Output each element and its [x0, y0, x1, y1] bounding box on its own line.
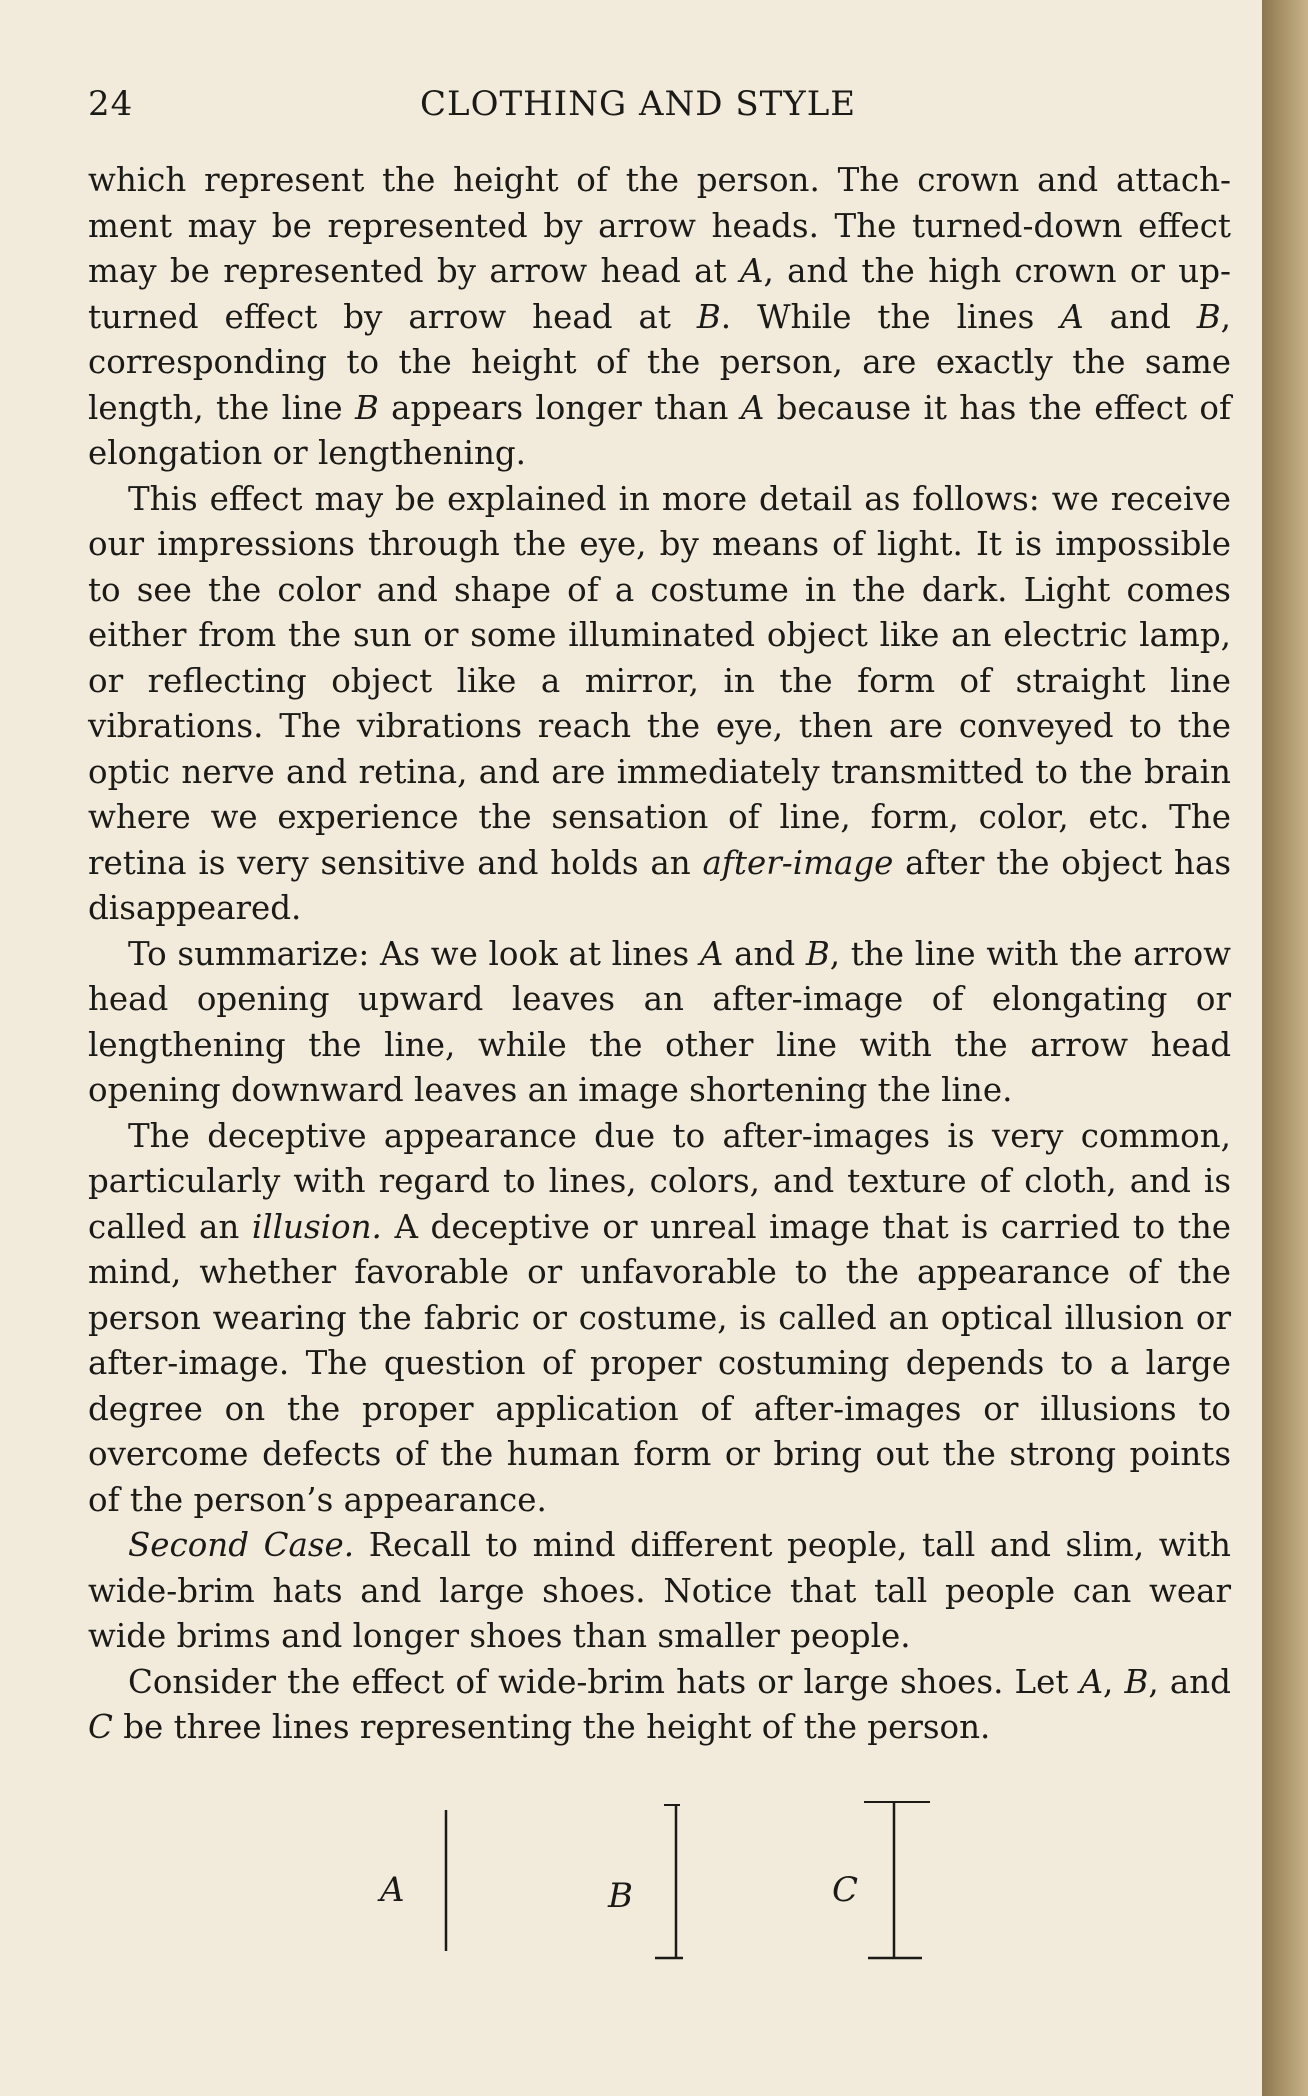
paragraph-3: To summarize: As we look at lines A and B, the line with the arrow head opening upward leaves an after-image of elongating or lengthening the line, while the other line with the arrow head opening downward leaves an image shortening the line. [88, 934, 1231, 1109]
paragraph-5: Second Case. Recall to mind different people, tall and slim, with wide-brim hats and large shoes. Notice that tall people can wear wide brims and longer shoes than smaller people. [88, 1526, 1231, 1655]
line-figure [0, 1780, 1262, 1980]
figure-label-c: C [832, 1870, 859, 1910]
paragraph-1: which represent the height of the person. The crown and attach-ment may be represented by arrow heads. The turned-down effect may be represented by arrow head at A, and the high crown or up-turned effect by arrow head at B. While the lines A and B, corresponding to the height of the person, are exactly the same length, the line B appears longer than A because it has the effect of elongation or lengthening. [88, 161, 1231, 472]
running-title: CLOTHING AND STYLE [420, 84, 857, 124]
figure-label-b: B [608, 1876, 633, 1916]
figure-lines [0, 1780, 1262, 1980]
running-head [88, 84, 1231, 130]
paragraph-2: This effect may be explained in more detail as follows: we receive our impressions through the eye, by means of light. It is impossible to see the color and shape of a costume in the dark. Light comes either from the sun or some illuminated object like an electric lamp, or reflecting object like a mirror, in the form of straight line vibrations. The vibrations reach the eye, then are conveyed to the optic nerve and retina, and are immediately transmitted to the brain where we experience the sensation of line, form, color, etc. The retina is very sensitive and holds an after-image after the object has disappeared. [88, 479, 1232, 927]
page-number: 24 [88, 84, 134, 124]
paragraph-6: Consider the effect of wide-brim hats or large shoes. Let A, B, and C be three lines representing the height of the person. [88, 1662, 1231, 1746]
page-edge [1262, 0, 1308, 2096]
figure-label-a: A [380, 1870, 405, 1910]
body-text [88, 158, 1231, 1751]
paragraph-4: The deceptive appearance due to after-images is very common, particularly with regard to lines, colors, and texture of cloth, and is called an illusion. A deceptive or unreal image that is carried to the mind, whether favorable or unfavorable to the appearance of the person wearing the fabric or costume, is called an optical illusion or after-image. The question of proper costuming depends to a large degree on the proper application of after-images or illusions to overcome defects of the human form or bring out the strong points of the person’s appearance. [88, 1116, 1232, 1519]
